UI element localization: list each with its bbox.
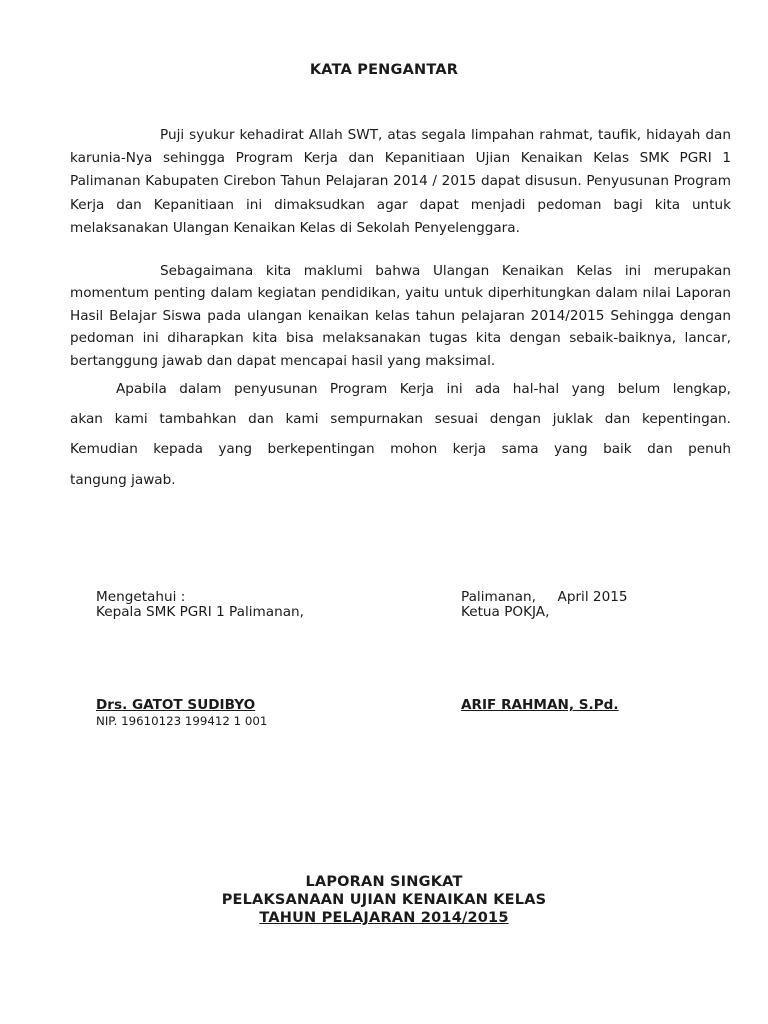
report-heading-line1: LAPORAN SINGKAT: [305, 874, 463, 890]
signature-left-line2: Kepala SMK PGRI 1 Palimanan,: [96, 604, 304, 620]
paragraph-opening: Puji syukur kehadirat Allah SWT, atas segala limpahan rahmat, taufik, hidayah dan karunia-Nya sehingga Program Kerja dan Kepanitiaan Ujian Kenaikan Kelas SMK PGRI 1 Palimanan Kabupaten Cirebon Tahun Pelajaran 2014 / 2015 dapat disusun. Penyusunan Program Kerja dan Kepanitiaan ini dimaksudkan agar dapat menjadi pedoman bagi kita untuk melaksanakan Ulangan Kenaikan Kelas di Sekolah Penyelenggara.: [70, 127, 731, 236]
signature-right-line2: Ketua POKJA,: [461, 604, 550, 620]
closing-line-4: tangung jawab.: [70, 471, 176, 488]
signature-right-block: [461, 590, 628, 620]
closing-line-2: akan kami tambahkan dan kami sempurnakan sesuai dengan juklak dan kepentingan.: [70, 411, 731, 428]
report-heading-line3: TAHUN PELAJARAN 2014/2015: [259, 910, 509, 926]
closing-line-1: Apabila dalam penyusunan Program Kerja ini ada hal-hal yang belum lengkap,: [116, 381, 731, 397]
signature-left-block: [96, 590, 304, 620]
signatory-right-name: ARIF RAHMAN, S.Pd.: [461, 697, 619, 713]
signatory-left-nip: NIP. 19610123 199412 1 001: [96, 714, 268, 728]
paragraph-closing: [70, 374, 731, 495]
signatory-left-name: Drs. GATOT SUDIBYO: [96, 697, 256, 713]
page-title: KATA PENGANTAR: [309, 62, 459, 78]
report-heading-line2: PELAKSANAAN UJIAN KENAIKAN KELAS: [221, 892, 547, 908]
signature-left-line1: Mengetahui :: [96, 589, 186, 605]
signature-right-line1: Palimanan, April 2015: [461, 589, 628, 605]
closing-line-3: Kemudian kepada yang berkepentingan mohon kerja sama yang baik dan penuh: [70, 441, 731, 458]
report-heading: [0, 873, 768, 927]
paragraph-purpose: Sebagaimana kita maklumi bahwa Ulangan Kenaikan Kelas ini merupakan momentum penting dalam kegiatan pendidikan, yaitu untuk diperhitungkan dalam nilai Laporan Hasil Belajar Siswa pada ulangan kenaikan kelas tahun pelajaran 2014/2015 Sehingga dengan pedoman ini diharapkan kita bisa melaksanakan tugas kita dengan sebaik-baiknya, lancar, bertanggung jawab dan dapat mencapai hasil yang maksimal.: [70, 263, 731, 369]
